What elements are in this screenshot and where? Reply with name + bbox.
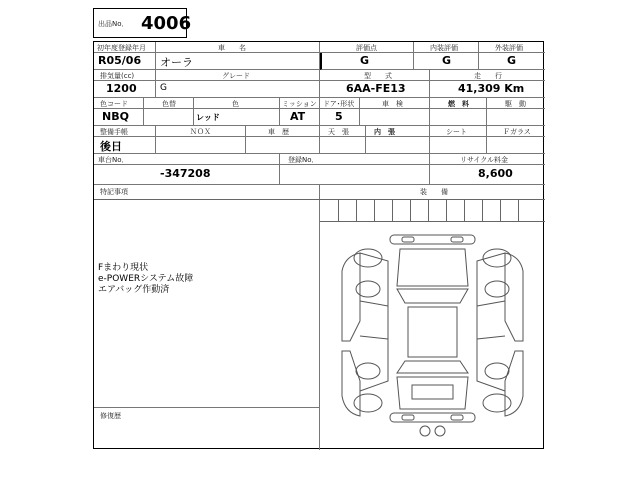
color-type-cell xyxy=(144,109,194,126)
equipment-area xyxy=(320,185,545,450)
seat-label-cell xyxy=(430,126,487,137)
name-label-cell xyxy=(156,42,320,53)
color-code-label-cell xyxy=(94,98,144,109)
displacement-label: 排気量(cc) xyxy=(100,72,135,80)
grade-label-cell xyxy=(156,70,320,81)
inspection-label-cell xyxy=(360,98,430,109)
remark-line: Fまわり現状 xyxy=(98,263,149,273)
score-label-cell xyxy=(320,42,414,53)
mission: AT xyxy=(290,110,306,123)
equipment-checkbox-grid xyxy=(320,199,545,221)
doors-cell xyxy=(320,109,360,126)
drive-label-cell xyxy=(487,98,545,109)
color-code: NBQ xyxy=(102,110,129,123)
equipment-label: 装 備 xyxy=(420,188,448,196)
remark-line: e-POWERシステム故障 xyxy=(98,274,194,284)
score-cell xyxy=(320,53,414,70)
first-registration: R05/06 xyxy=(98,54,142,67)
inspection-cell xyxy=(360,109,430,126)
car-diagram xyxy=(330,231,535,446)
car-name-label: 車 名 xyxy=(218,44,246,52)
registration-label-cell xyxy=(280,154,430,165)
exterior-score-value: G xyxy=(507,54,517,67)
chassis-label: 車台No． xyxy=(98,156,129,164)
drive-label: 駆 動 xyxy=(505,100,526,108)
recycle-label-cell xyxy=(430,154,545,165)
year-label: 初年度登録年月 xyxy=(97,44,146,52)
drive-cell xyxy=(487,109,545,126)
score-label: 評価点 xyxy=(356,44,377,52)
exterior-score-label-cell xyxy=(479,42,545,53)
lot-number: 4006 xyxy=(141,13,192,34)
registration-cell xyxy=(280,165,430,185)
year-label-cell xyxy=(94,42,156,53)
manual-label-cell xyxy=(94,126,156,137)
grade-label: グレード xyxy=(222,72,250,80)
remarks-divider xyxy=(94,199,320,200)
model-cell xyxy=(320,81,430,98)
mission-cell xyxy=(280,109,320,126)
history-cell xyxy=(246,137,320,154)
manual-cell xyxy=(94,137,156,154)
recycle-label: リサイクル料金 xyxy=(460,156,509,164)
year-cell xyxy=(94,53,156,70)
model-label: 型 式 xyxy=(364,72,392,80)
chassis-number: -347208 xyxy=(160,167,211,180)
sunroof-label: 天 張 xyxy=(328,128,349,136)
grade-cell xyxy=(156,81,320,98)
nox-label: ＮＯＸ xyxy=(190,128,211,136)
doors: 5 xyxy=(335,110,343,123)
remarks-label: 特記事項 xyxy=(100,188,128,196)
color-code-cell xyxy=(94,109,144,126)
glass-cell xyxy=(487,137,545,154)
maintenance-manual: 後日 xyxy=(100,140,122,153)
car-name: オーラ xyxy=(160,56,193,69)
inspection-sheet xyxy=(93,41,544,449)
glass-label: Ｆガラス xyxy=(503,128,531,136)
interior-lining-label-cell xyxy=(366,126,430,137)
displacement-cell xyxy=(94,81,156,98)
seat-label: シート xyxy=(446,128,467,136)
sunroof-label-cell xyxy=(320,126,366,137)
manual-label: 整備手帳 xyxy=(100,128,128,136)
history-label-cell xyxy=(246,126,320,137)
color-code-label: 色コード xyxy=(100,100,128,108)
color-label-cell xyxy=(194,98,280,109)
interior-lining-cell xyxy=(366,137,430,154)
interior-score-cell xyxy=(414,53,479,70)
fuel-cell xyxy=(430,109,487,126)
interior-score-value: G xyxy=(442,54,452,67)
color-cell xyxy=(194,109,280,126)
sunroof-cell xyxy=(320,137,366,154)
grade: G xyxy=(160,83,167,93)
color-type-label-cell xyxy=(144,98,194,109)
repair-label: 修復歴 xyxy=(100,412,121,420)
registration-label: 登録No． xyxy=(288,156,319,164)
fuel-label: 燃 料 xyxy=(448,100,469,108)
nox-cell xyxy=(156,137,246,154)
mileage-cell xyxy=(430,81,545,98)
inspection-label: 車 検 xyxy=(382,100,403,108)
interior-score-label: 内装評価 xyxy=(430,44,458,52)
mission-label-cell xyxy=(280,98,320,109)
history-label: 車 歴 xyxy=(268,128,289,136)
model-label-cell xyxy=(320,70,430,81)
color-type-label: 色替 xyxy=(162,100,176,108)
exterior-score-label: 外装評価 xyxy=(495,44,523,52)
door-label-cell xyxy=(320,98,360,109)
mission-label: ミッション xyxy=(282,100,317,108)
color-label: 色 xyxy=(232,100,239,108)
car-name-cell xyxy=(156,53,320,70)
door-label: ドア･形状 xyxy=(323,100,355,108)
mileage-label-cell xyxy=(430,70,545,81)
displacement: 1200 xyxy=(106,82,137,95)
seat-cell xyxy=(430,137,487,154)
displacement-label-cell xyxy=(94,70,156,81)
score-value: G xyxy=(360,54,370,67)
glass-label-cell xyxy=(487,126,545,137)
equipment-grid-bottom xyxy=(320,221,545,222)
remark-line: エアバッグ作動済 xyxy=(98,285,170,295)
fuel-label-cell xyxy=(430,98,487,109)
color: レッド xyxy=(196,113,220,122)
interior-score-label-cell xyxy=(414,42,479,53)
recycle-fee: 8,600 xyxy=(478,167,513,180)
nox-label-cell xyxy=(156,126,246,137)
lot-number-box xyxy=(93,8,192,38)
repair-area xyxy=(94,408,320,450)
model-code: 6AA-FE13 xyxy=(346,82,406,95)
recycle-cell xyxy=(430,165,545,185)
mileage-label: 走 行 xyxy=(474,72,502,80)
lot-number-label: 出品No． xyxy=(98,20,129,28)
chassis-cell xyxy=(94,165,280,185)
exterior-score-cell xyxy=(479,53,545,70)
remarks-area xyxy=(94,185,320,408)
chassis-label-cell xyxy=(94,154,280,165)
mileage: 41,309 Km xyxy=(458,82,525,95)
interior-lining-label: 内 張 xyxy=(374,128,395,136)
